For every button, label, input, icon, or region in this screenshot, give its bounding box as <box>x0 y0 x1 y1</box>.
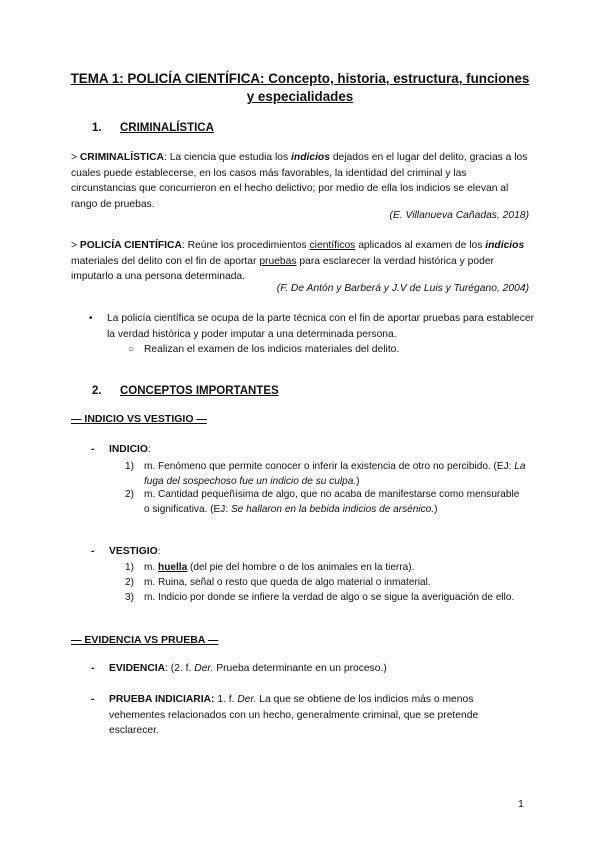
title-line-1: TEMA 1: POLICÍA CIENTÍFICA: Concepto, historia, estructura, funciones <box>70 71 530 86</box>
item-close: ) <box>356 475 360 487</box>
term-text: La que se obtiene de los indicios más o menos vehementes relacionados con un hecho, generalmente criminal, que se pretende esclarecer. <box>109 694 479 736</box>
definition-text: : Reúne los procedimientos <box>181 240 310 251</box>
key-word: huella <box>158 562 188 573</box>
emphasis-word: indicios <box>485 240 525 251</box>
citation: (F. De Antón y Barberá y J.V de Luis y Turégano, 2004) <box>276 283 529 294</box>
term-prueba-indiciaria <box>91 692 521 739</box>
item-example: Se hallaron en la bebida indicios de arsénico. <box>230 503 435 515</box>
list-item <box>125 460 535 489</box>
list-item <box>125 576 535 591</box>
list-item <box>125 591 530 606</box>
item-text: (del pie del hombre o de los animales en la tierra). <box>187 562 415 573</box>
term-text: : (2. f. <box>165 663 195 674</box>
list-item <box>125 561 535 576</box>
term-colon: : <box>147 444 151 455</box>
definition-policia-cientifica <box>71 238 531 285</box>
term-label: PRUEBA INDICIARIA: <box>109 694 215 705</box>
section-number: 1. <box>92 122 102 134</box>
subsection-separator: — INDICIO VS VESTIGIO — <box>71 413 207 425</box>
term-colon: : <box>157 546 161 557</box>
definition-term: CRIMINALÍSTICA <box>79 152 164 163</box>
term-indicio <box>91 444 531 455</box>
term-label: VESTIGIO <box>109 546 158 557</box>
sub-list-item <box>128 342 528 358</box>
abbreviation: Der. <box>194 663 214 674</box>
abbreviation: Der. <box>237 694 257 705</box>
item-text: m. Cantidad pequeñísima de algo, que no acaba de manifestarse como mensurable o significativa. (EJ: <box>144 489 520 515</box>
item-text: m. <box>144 562 159 573</box>
definition-term: POLICÍA CIENTÍFICA <box>79 240 182 251</box>
item-number: 1) <box>125 461 134 472</box>
citation: (E. Villanueva Cañadas, 2018) <box>389 210 529 221</box>
item-number: 3) <box>125 592 134 603</box>
item-text: m. Indicio por donde se infiere la verdad de algo o se sigue la averiguación de ello. <box>144 592 515 603</box>
list-item <box>125 488 520 517</box>
definition-text: aplicados al examen de los <box>355 240 486 251</box>
item-text: m. Fenómeno que permite conocer o inferir la existencia de otro no percibido. (EJ: <box>144 461 515 472</box>
list-item-text: La policía científica se ocupa de la parte técnica con el fin de aportar pruebas para establecer la verdad histórica y poder imputar a una determinada persona. <box>107 313 535 340</box>
section-title: CRIMINALÍSTICA <box>120 122 214 134</box>
term-text: 1. f. <box>214 694 238 705</box>
circle-bullet-icon: ○ <box>128 344 135 355</box>
section-1-heading <box>92 122 214 134</box>
dash-marker: - <box>91 694 95 705</box>
dash-marker: - <box>91 444 95 455</box>
item-close: ) <box>434 503 438 515</box>
term-evidencia <box>91 663 531 674</box>
subsection-separator: — EVIDENCIA VS PRUEBA — <box>71 634 219 646</box>
term-vestigio <box>91 546 531 557</box>
page-title <box>60 70 540 106</box>
section-title: CONCEPTOS IMPORTANTES <box>120 385 279 397</box>
definition-text: materiales del delito con el fin de aportar <box>71 255 260 267</box>
item-number: 2) <box>125 489 134 500</box>
quote-marker: > <box>71 152 80 163</box>
item-number: 2) <box>125 577 134 588</box>
page-number: 1 <box>518 798 524 810</box>
emphasis-word: indicios <box>291 152 330 163</box>
term-text: Prueba determinante en un proceso.) <box>213 663 387 674</box>
item-example: La fuga del sospechoso fue un indicio de su culpa. <box>144 461 526 487</box>
definition-criminalistica <box>71 150 531 212</box>
item-text: m. Ruina, señal o resto que queda de algo material o inmaterial. <box>144 577 431 588</box>
item-number: 1) <box>125 562 134 573</box>
term-label: INDICIO <box>109 444 148 455</box>
list-item <box>89 311 536 342</box>
sub-list-item-text: Realizan el examen de los indicios materiales del delito. <box>144 344 400 355</box>
quote-marker: > <box>71 240 80 251</box>
definition-text: dejados en el lugar del delito, gracias a los cuales puede establecerse, en los casos más favorables, la identidad del criminal y las circunstancias que concurrieron en el hecho delictivo; por medio de ella los indicios se elevan al rango de pruebas. <box>71 152 528 210</box>
underlined-word: pruebas <box>259 255 297 267</box>
section-number: 2. <box>92 385 102 397</box>
bullet-icon: • <box>89 313 93 324</box>
title-line-2: y especialidades <box>246 89 354 104</box>
definition-text: para esclarecer la verdad histórica y poder imputarlo a una persona determinada. <box>71 255 494 282</box>
dash-marker: - <box>91 546 95 557</box>
term-label: EVIDENCIA <box>109 663 166 674</box>
dash-marker: - <box>91 663 95 674</box>
definition-text: : La ciencia que estudia los <box>163 152 292 163</box>
section-2-heading <box>92 385 279 397</box>
underlined-word: científicos <box>309 240 356 251</box>
